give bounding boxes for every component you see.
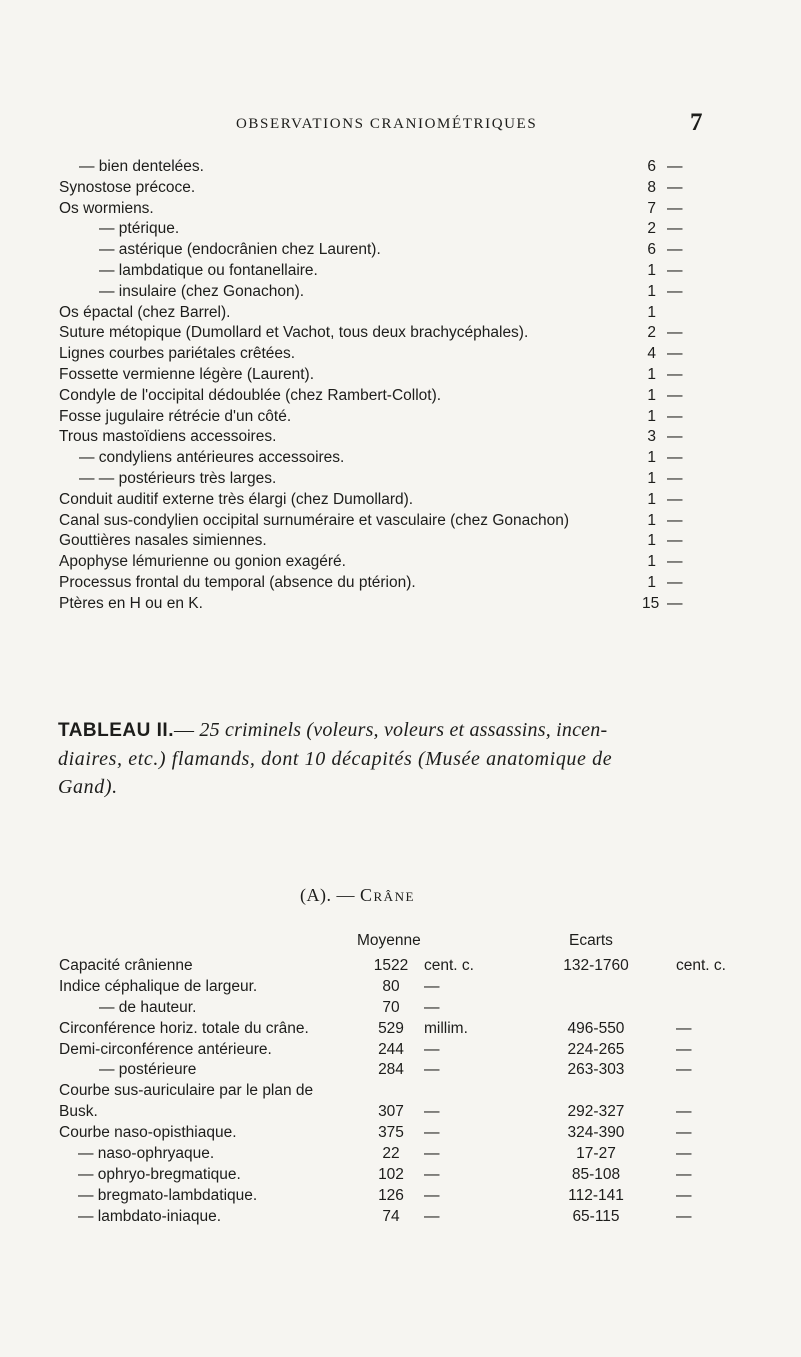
observation-dash: — bbox=[667, 365, 683, 383]
observation-text: Lignes courbes pariétales crêtées. bbox=[59, 345, 296, 363]
observation-dash: — bbox=[667, 261, 683, 279]
measurement-row bbox=[0, 1165, 801, 1186]
observation-row bbox=[0, 240, 801, 261]
observation-dash: — bbox=[667, 282, 683, 300]
measurement-label: Courbe sus-auriculaire par le plan de bbox=[59, 1082, 314, 1100]
measurement-mean-unit: — bbox=[424, 1061, 440, 1079]
observation-text: Processus frontal du temporal (absence du ptérion). bbox=[59, 573, 416, 591]
measurement-row bbox=[0, 1040, 801, 1061]
measurement-mean-unit: — bbox=[424, 1207, 440, 1225]
measurement-mean: 102 bbox=[378, 1165, 404, 1183]
section-heading bbox=[300, 885, 415, 906]
table-label: TABLEAU II. bbox=[58, 720, 174, 741]
observation-text: Synostose précoce. bbox=[59, 178, 196, 196]
measurement-range-unit: — bbox=[676, 1145, 692, 1163]
observation-dash: — bbox=[667, 511, 683, 529]
observation-dash: — bbox=[667, 553, 683, 571]
measurement-range: 132-1760 bbox=[563, 957, 629, 974]
measurement-range: 263-303 bbox=[567, 1061, 625, 1079]
observation-text: — lambdatique ou fontanellaire. bbox=[99, 261, 318, 279]
measurement-label: — postérieure bbox=[99, 1061, 197, 1079]
observation-count: 1 bbox=[647, 532, 656, 550]
running-title: OBSERVATIONS CRANIOMÉTRIQUES bbox=[236, 116, 538, 132]
measurement-label: — ophryo-bregmatique. bbox=[78, 1165, 241, 1183]
observation-row bbox=[0, 386, 801, 407]
observation-text: Gouttières nasales simiennes. bbox=[59, 532, 267, 550]
measurement-label: Courbe naso-opisthiaque. bbox=[59, 1124, 237, 1142]
observation-row bbox=[0, 303, 801, 324]
observation-text: Suture métopique (Dumollard et Vachot, tous deux brachycéphales). bbox=[59, 324, 529, 342]
observation-dash: — bbox=[667, 324, 683, 342]
measurements-table bbox=[0, 956, 801, 1228]
measurement-row bbox=[0, 977, 801, 998]
measurement-label: Indice céphalique de largeur. bbox=[59, 977, 258, 995]
observation-count: 8 bbox=[647, 178, 656, 196]
measurement-mean: 22 bbox=[382, 1145, 400, 1163]
page-number: 7 bbox=[690, 109, 703, 136]
measurement-range-unit: — bbox=[676, 1040, 692, 1058]
observation-text: — bien dentelées. bbox=[79, 158, 204, 175]
observation-count: 1 bbox=[647, 386, 656, 404]
measurement-range: 85-108 bbox=[571, 1165, 621, 1183]
observation-count: 1 bbox=[647, 511, 656, 529]
observation-text: Fosse jugulaire rétrécie d'un côté. bbox=[59, 407, 292, 425]
observation-text: — — postérieurs très larges. bbox=[79, 469, 277, 487]
observation-dash: — bbox=[667, 345, 683, 363]
measurement-row bbox=[0, 1019, 801, 1040]
observation-dash: — bbox=[667, 220, 683, 238]
measurement-mean-unit: — bbox=[424, 1186, 440, 1204]
observation-text: Os épactal (chez Barrel). bbox=[59, 303, 231, 321]
observation-text: Canal sus-condylien occipital surnuméraire et vasculaire (chez Gonachon) bbox=[59, 511, 570, 529]
measurement-range-unit: — bbox=[676, 1019, 692, 1037]
observation-dash: — bbox=[667, 386, 683, 404]
caption-separator: — bbox=[173, 719, 200, 741]
page-header bbox=[0, 109, 801, 144]
observation-dash: — bbox=[667, 573, 683, 591]
measurement-mean-unit: millim. bbox=[424, 1019, 468, 1037]
measurement-mean-unit: — bbox=[424, 1040, 440, 1058]
observation-count: 1 bbox=[647, 449, 656, 467]
observation-row bbox=[0, 365, 801, 386]
table-caption bbox=[58, 716, 748, 801]
observation-count: 1 bbox=[647, 573, 656, 591]
observation-count: 2 bbox=[647, 324, 656, 342]
observation-row bbox=[0, 344, 801, 365]
measurement-range: 224-265 bbox=[567, 1040, 625, 1058]
measurement-mean: 70 bbox=[382, 998, 400, 1016]
measurement-label: Busk. bbox=[59, 1103, 98, 1121]
measurement-range-unit: — bbox=[676, 1165, 692, 1183]
measurement-label: Demi-circonférence antérieure. bbox=[59, 1040, 272, 1058]
observation-dash: — bbox=[667, 469, 683, 487]
observation-row bbox=[0, 261, 801, 282]
caption-line-1 bbox=[58, 716, 748, 745]
measurement-mean-unit: — bbox=[424, 998, 440, 1016]
measurement-mean: 126 bbox=[378, 1186, 404, 1204]
measurement-range: 17-27 bbox=[576, 1145, 616, 1163]
column-header-mean: Moyenne bbox=[357, 932, 421, 949]
measurement-range: 496-550 bbox=[567, 1019, 625, 1037]
observation-count: 6 bbox=[647, 241, 656, 259]
observation-count: 6 bbox=[647, 158, 656, 175]
observation-count: 1 bbox=[647, 553, 656, 571]
measurement-range-unit: — bbox=[676, 1103, 692, 1121]
observation-text: — ptérique. bbox=[99, 220, 180, 238]
observation-dash: — bbox=[667, 241, 683, 259]
measurement-range: 324-390 bbox=[567, 1124, 625, 1142]
observation-count: 1 bbox=[647, 282, 656, 300]
observation-count: 1 bbox=[647, 365, 656, 383]
measurement-row bbox=[0, 1144, 801, 1165]
observation-text: Conduit auditif externe très élargi (chez Dumollard). bbox=[59, 490, 414, 508]
observation-dash: — bbox=[667, 449, 683, 467]
measurement-range-unit: — bbox=[676, 1061, 692, 1079]
measurement-mean: 375 bbox=[378, 1124, 404, 1142]
observation-dash: — bbox=[667, 178, 683, 196]
observations-list bbox=[0, 157, 801, 615]
observation-dash: — bbox=[667, 594, 683, 612]
observation-text: — condyliens antérieures accessoires. bbox=[79, 449, 345, 467]
measurement-row bbox=[0, 956, 801, 977]
observation-count: 1 bbox=[647, 469, 656, 487]
observation-count: 1 bbox=[647, 407, 656, 425]
measurement-label: — lambdato-iniaque. bbox=[78, 1207, 222, 1225]
measurement-mean-unit: — bbox=[424, 1103, 440, 1121]
measurement-row bbox=[0, 1081, 801, 1102]
measurement-mean-unit: — bbox=[424, 1145, 440, 1163]
observation-count: 3 bbox=[647, 428, 656, 446]
observation-row bbox=[0, 427, 801, 448]
observation-count: 1 bbox=[647, 490, 656, 508]
observation-text: Condyle de l'occipital dédoublée (chez Rambert-Collot). bbox=[59, 386, 442, 404]
measurement-range-unit: — bbox=[676, 1207, 692, 1225]
measurement-mean: 74 bbox=[382, 1207, 400, 1225]
caption-text-3: Gand). bbox=[58, 776, 118, 798]
measurement-mean: 284 bbox=[378, 1061, 404, 1079]
measurement-label: Circonférence horiz. totale du crâne. bbox=[59, 1019, 309, 1037]
observation-row bbox=[0, 219, 801, 240]
observation-text: — astérique (endocrânien chez Laurent). bbox=[99, 241, 381, 259]
measurement-range-unit: — bbox=[676, 1186, 692, 1204]
measurement-label: — bregmato-lambdatique. bbox=[78, 1186, 258, 1204]
measurement-label: — de hauteur. bbox=[99, 998, 197, 1016]
observation-text: Apophyse lémurienne ou gonion exagéré. bbox=[59, 553, 346, 571]
measurement-row bbox=[0, 1102, 801, 1123]
observation-dash: — bbox=[667, 407, 683, 425]
observation-text: Fossette vermienne légère (Laurent). bbox=[59, 365, 315, 383]
observation-text: Os wormiens. bbox=[59, 199, 154, 217]
observation-row bbox=[0, 490, 801, 511]
measurement-row bbox=[0, 998, 801, 1019]
observation-count: 7 bbox=[647, 199, 656, 217]
section-name: Crâne bbox=[360, 885, 415, 905]
observation-row bbox=[0, 448, 801, 469]
measurement-mean: 244 bbox=[378, 1040, 404, 1058]
observation-count: 4 bbox=[647, 345, 656, 363]
observation-dash: — bbox=[667, 199, 683, 217]
observation-dash: — bbox=[667, 532, 683, 550]
caption-text-2: diaires, etc.) flamands, dont 10 décapités (Musée anatomique de bbox=[58, 748, 613, 770]
observation-row bbox=[0, 469, 801, 490]
measurement-mean-unit: — bbox=[424, 1165, 440, 1183]
observation-row bbox=[0, 552, 801, 573]
observation-dash: — bbox=[667, 158, 683, 175]
observation-row bbox=[0, 573, 801, 594]
measurement-mean-unit: cent. c. bbox=[424, 957, 474, 974]
observation-count: 1 bbox=[647, 303, 656, 321]
observation-row bbox=[0, 323, 801, 344]
measurement-range: 292-327 bbox=[567, 1103, 625, 1121]
measurement-label: Capacité crânienne bbox=[59, 957, 193, 974]
observation-count: 15 bbox=[642, 594, 660, 612]
measurement-row bbox=[0, 1123, 801, 1144]
measurement-row bbox=[0, 1060, 801, 1081]
observation-text: Ptères en H ou en K. bbox=[59, 594, 203, 612]
measurement-mean: 1522 bbox=[373, 957, 409, 974]
observation-row bbox=[0, 199, 801, 220]
observation-text: — insulaire (chez Gonachon). bbox=[99, 282, 305, 300]
observation-count: 2 bbox=[647, 220, 656, 238]
measurement-row bbox=[0, 1207, 801, 1228]
observation-count: 1 bbox=[647, 261, 656, 279]
measurement-mean: 529 bbox=[378, 1019, 404, 1037]
measurement-row bbox=[0, 1186, 801, 1207]
measurement-range-unit: — bbox=[676, 1124, 692, 1142]
measurement-mean: 80 bbox=[382, 977, 400, 995]
observation-row bbox=[0, 282, 801, 303]
observation-row bbox=[0, 511, 801, 532]
observation-text: Trous mastoïdiens accessoires. bbox=[59, 428, 277, 446]
measurement-mean-unit: — bbox=[424, 977, 440, 995]
observation-row bbox=[0, 407, 801, 428]
observation-row bbox=[0, 531, 801, 552]
measurement-range: 112-141 bbox=[568, 1186, 624, 1204]
measurement-mean: 307 bbox=[378, 1103, 404, 1121]
measurement-label: — naso-ophryaque. bbox=[78, 1145, 215, 1163]
observation-dash: — bbox=[667, 428, 683, 446]
measurement-mean-unit: — bbox=[424, 1124, 440, 1142]
observation-row bbox=[0, 594, 801, 615]
section-prefix: (A). — bbox=[300, 885, 360, 905]
observation-row bbox=[0, 157, 801, 178]
column-header-range: Ecarts bbox=[569, 932, 613, 949]
observation-dash: — bbox=[667, 490, 683, 508]
measurement-range: 65-115 bbox=[572, 1207, 620, 1225]
measurement-range-unit: cent. c. bbox=[676, 957, 726, 974]
caption-text-1: 25 criminels (voleurs, voleurs et assassins, incen- bbox=[199, 719, 608, 741]
observation-row bbox=[0, 178, 801, 199]
